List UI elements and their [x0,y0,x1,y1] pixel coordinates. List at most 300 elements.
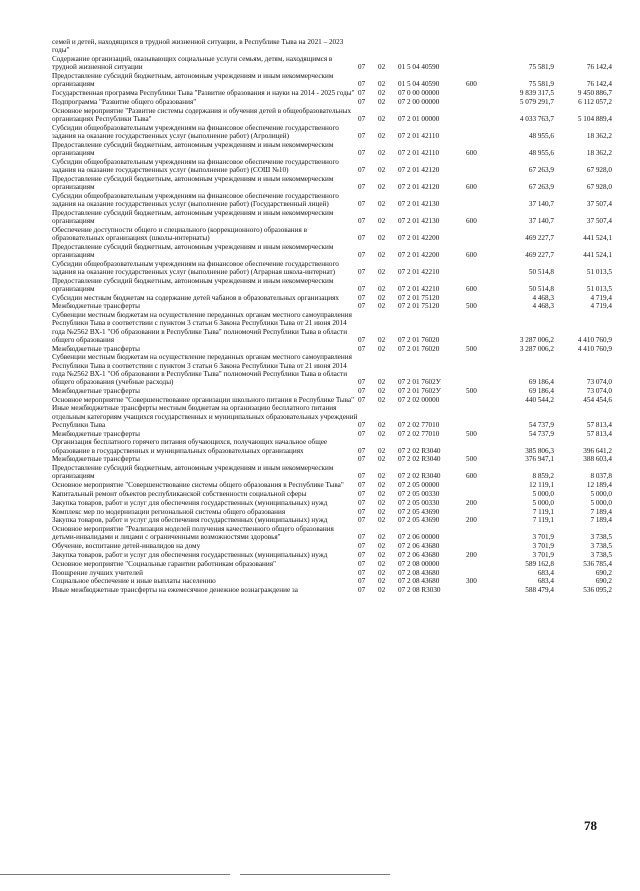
table-row [52,311,612,344]
subsection-code: 02 [378,489,386,498]
bottom-edge-line [240,874,390,875]
expense-type-code: 500 [466,302,477,311]
target-article-code: 07 2 01 76020 [398,335,440,344]
expense-type-code [466,396,492,405]
amount-second-year: 690,2 [595,568,612,577]
table-row [52,499,612,508]
expense-type-code [466,107,492,124]
amount-first-year: 48 955,6 [528,131,554,140]
section-code: 07 [358,131,366,140]
expense-type-code [466,490,492,499]
table-row [52,387,612,396]
amount-first-year: 3 287 006,2 [519,344,554,353]
amount-second-year: 536 785,4 [583,559,612,568]
expense-type-code: 500 [466,386,477,395]
table-row [52,243,612,260]
target-article-code: 07 2 02 77010 [398,420,440,429]
amount-first-year: 7 119,1 [532,507,554,516]
expense-type-code [466,508,492,517]
section-code: 07 [358,472,366,481]
section-code: 07 [358,165,366,174]
expense-type-code [466,542,492,551]
table-row [52,260,612,277]
expense-type-code: 600 [466,216,477,225]
amount-first-year: 3 701,9 [532,533,554,542]
subsection-code: 02 [378,568,386,577]
target-article-code: 07 2 08 R3030 [398,586,441,595]
table-row [52,464,612,481]
subsection-code: 02 [378,165,386,174]
target-article-code: 07 2 01 42130 [398,199,440,208]
amount-first-year: 69 186,4 [528,378,554,386]
subsection-code: 02 [378,386,386,395]
target-article-code: 07 2 01 7602У [398,386,441,395]
row-name: Иные межбюджетные трансферты на ежемесячное денежное вознаграждение за [52,586,298,595]
amount-second-year: 51 013,5 [586,267,612,276]
target-article-code: 07 2 01 75120 [398,293,440,302]
section-code: 07 [358,267,366,276]
amount-first-year: 3 701,9 [532,542,554,551]
section-code: 07 [358,89,366,97]
section-code: 07 [358,114,366,123]
amount-second-year: 4 410 760,9 [577,344,612,353]
subsection-code: 02 [378,250,386,259]
row-name: Межбюджетные трансферты [52,429,140,438]
amount-first-year: 385 806,3 [525,446,554,455]
amount-first-year: 4 468,3 [532,302,554,311]
expense-type-code [466,586,492,595]
row-name: Поощрение лучших учителей [52,568,143,577]
table-row [52,490,612,499]
amount-first-year: 589 162,8 [525,559,554,568]
amount-second-year: 3 738,5 [590,542,612,551]
table-row [52,38,612,55]
amount-second-year: 396 641,2 [583,446,612,455]
amount-first-year [492,38,554,55]
amount-second-year: 5 104 889,4 [577,114,612,123]
target-article-code: 07 2 01 42130 [398,216,440,225]
amount-second-year: 4 410 760,9 [577,335,612,344]
amount-second-year: 73 074,0 [586,378,612,386]
subsection-code: 02 [378,533,386,542]
table-row [52,294,612,303]
subsection-code: 02 [378,516,386,525]
target-article-code: 07 2 01 42210 [398,267,440,276]
amount-second-year: 441 524,1 [583,233,612,242]
expense-type-code [466,438,492,455]
expense-type-code: 200 [466,550,477,559]
table-row [52,158,612,175]
subsection-code: 02 [378,80,386,89]
amount-second-year: 7 189,4 [590,516,612,525]
section-code: 07 [358,420,366,429]
row-name: Предоставление субсидий бюджетным, автономным учреждениям и иным некоммерческим организациям [52,276,334,293]
section-code: 07 [358,559,366,568]
section-code: 07 [358,302,366,311]
section-code: 07 [358,586,366,595]
subsection-code: 02 [378,446,386,455]
target-article-code: 07 2 05 43690 [398,507,440,516]
row-name: Субсидии общеобразовательным учреждениям на финансовое обеспечение государственного задания на оказание государственных услуг (выполнение работ) (Государственный лицей) [52,191,339,208]
row-name: Основное мероприятие "Реализация моделей получения качественного общего образования детьми-инвалидами и лицами с ограниченными возможностями здоровья" [52,525,334,542]
row-name: Предоставление субсидий бюджетным, автономным учреждениям и иным некоммерческим организациям [52,208,334,225]
target-article-code: 07 2 01 00000 [398,114,440,123]
expense-type-code [466,124,492,141]
section-code: 07 [358,80,366,89]
table-row [52,345,612,354]
amount-second-year: 76 142,4 [586,63,612,72]
section-code: 07 [358,395,366,404]
target-article-code: 07 2 01 42200 [398,233,440,242]
row-name: Содержание организаций, оказывающих социальные услуги семьям, детям, находящимся в трудной жизненной ситуации [52,55,333,72]
row-name: Межбюджетные трансферты [52,344,140,353]
amount-second-year: 57 813,4 [586,420,612,429]
amount-first-year: 12 119,1 [529,481,554,490]
expense-type-code: 600 [466,284,477,293]
amount-first-year: 3 701,9 [532,550,554,559]
amount-first-year: 3 287 006,2 [519,335,554,344]
amount-second-year: 8 037,8 [590,472,612,481]
expense-type-code [466,481,492,490]
amount-second-year: 51 013,5 [586,284,612,293]
table-row [52,560,612,569]
table-row [52,192,612,209]
amount-second-year: 7 189,4 [590,507,612,516]
table-row [52,404,612,429]
section-code: 07 [358,542,366,551]
subsection-code: 02 [378,89,386,97]
table-row [52,516,612,525]
amount-first-year: 75 581,9 [528,80,554,89]
amount-second-year: 67 928,0 [586,182,612,191]
amount-first-year: 683,4 [537,577,554,586]
table-row [52,430,612,439]
target-article-code: 07 2 08 43680 [398,568,440,577]
section-code: 07 [358,533,366,542]
section-code: 07 [358,446,366,455]
subsection-code: 02 [378,577,386,586]
row-name: Обеспечение доступности общего и специального (коррекционного) образования в образовательных организациях (школы-интернаты) [52,225,307,242]
expense-type-code [466,38,492,55]
table-row [52,438,612,455]
row-name: Межбюджетные трансферты [52,386,140,395]
amount-first-year: 37 140,7 [528,216,554,225]
subsection-code: 02 [378,586,386,595]
amount-second-year [554,38,612,55]
target-article-code: 07 0 00 00000 [398,89,440,97]
table-row [52,542,612,551]
subsection-code: 02 [378,559,386,568]
expense-type-code: 600 [466,148,477,157]
target-article-code: 07 2 05 00330 [398,489,440,498]
target-article-code: 07 2 00 00000 [398,97,440,106]
amount-first-year: 50 514,8 [528,284,554,293]
section-code: 07 [358,199,366,208]
target-article-code: 07 2 01 7602У [398,378,441,386]
amount-first-year: 5 000,0 [532,489,554,498]
subsection-code: 02 [378,550,386,559]
amount-first-year: 683,4 [537,568,554,577]
expense-type-code [466,353,492,386]
amount-first-year: 469 227,7 [525,233,554,242]
amount-first-year: 440 544,2 [525,395,554,404]
section-code: 07 [358,216,366,225]
row-name: семей и детей, находящихся в трудной жизненной ситуации, в Республике Тыва на 2021 – 2023 годы" [52,38,344,55]
section-code: 07 [358,455,366,464]
expense-type-code [466,569,492,578]
subsection-code: 02 [378,267,386,276]
table-row [52,396,612,405]
row-name: Субсидии общеобразовательным учреждениям на финансовое обеспечение государственного задания на оказание государственных услуг (выполнение работ) (СОШ №10) [52,157,339,174]
amount-second-year: 73 074,0 [586,386,612,395]
amount-first-year: 67 263,9 [528,165,554,174]
section-code: 07 [358,250,366,259]
table-row [52,455,612,464]
row-name: Субвенции местным бюджетам на осуществление переданных органам местного самоуправления Республики Тыва в соответствии с пунктом 3 статьи 6 Закона Республики Тыва от 21 июня 2014 года №2562 ВХ-1 "Об образовании в Республике Тыва" полномочий Республики Тыва в области общего образования [52,311,352,344]
subsection-code: 02 [378,63,386,72]
target-article-code [398,38,466,55]
expense-type-code [466,89,492,98]
target-article-code: 07 2 05 00000 [398,481,440,490]
target-article-code: 07 2 02 R3040 [398,472,441,481]
row-name: Организация бесплатного горячего питания обучающихся, получающих начальное общее образование в государственных и муниципальных образовательных организациях [52,438,328,455]
amount-second-year: 5 000,0 [590,489,612,498]
amount-first-year: 48 955,6 [528,148,554,157]
subsection-code: 02 [378,199,386,208]
table-row [52,89,612,98]
section-code: 07 [358,386,366,395]
table-row [52,353,612,386]
bottom-edge-line [0,874,230,875]
page-number: 78 [584,818,597,833]
amount-first-year: 9 839 317,5 [519,89,554,97]
section-code: 07 [358,489,366,498]
amount-first-year: 4 033 763,7 [519,114,554,123]
target-article-code: 07 2 01 42120 [398,165,440,174]
row-name: Предоставление субсидий бюджетным, автономным учреждениям и иным некоммерческим организациям [52,242,334,259]
table-row [52,508,612,517]
expense-type-code [466,158,492,175]
budget-table [52,38,612,595]
amount-first-year: 54 737,9 [528,429,554,438]
row-name: Субсидии местным бюджетам на содержание детей чабанов в образовательных организациях [52,293,339,302]
section-code: 07 [358,568,366,577]
row-name: Субсидии общеобразовательным учреждениям на финансовое обеспечение государственного задания на оказание государственных услуг (выполнение работ) (Аграрная школа-интернат) [52,259,339,276]
row-name: Обучение, воспитание детей-инвалидов на дому [52,542,201,551]
row-name: Комплекс мер по модернизации региональной системы общего образования [52,507,286,516]
subsection-code: 02 [378,114,386,123]
table-row [52,98,612,107]
section-code: 07 [358,182,366,191]
section-code: 07 [358,148,366,157]
target-article-code: 07 2 06 00000 [398,533,440,542]
subsection-code: 02 [378,378,386,386]
row-name: Закупка товаров, работ и услуг для обеспечения государственных (муниципальных) нужд [52,550,328,559]
row-name: Основное мероприятие "Совершенствование системы общего образования в Республике Тыва" [52,481,344,490]
amount-first-year: 54 737,9 [528,420,554,429]
target-article-code: 07 2 08 43680 [398,577,440,586]
table-row [52,302,612,311]
table-row [52,525,612,542]
section-code: 07 [358,284,366,293]
subsection-code: 02 [378,542,386,551]
expense-type-code: 500 [466,429,477,438]
amount-first-year: 7 119,1 [532,516,554,525]
section-code: 07 [358,550,366,559]
expense-type-code: 200 [466,498,477,507]
subsection-code: 02 [378,97,386,106]
subsection-code: 02 [378,420,386,429]
target-article-code: 07 2 01 42120 [398,182,440,191]
expense-type-code [466,560,492,569]
amount-second-year: 37 507,4 [586,199,612,208]
subsection-code: 02 [378,429,386,438]
target-article-code: 07 2 02 R3040 [398,446,441,455]
section-code: 07 [358,516,366,525]
expense-type-code [466,226,492,243]
subsection-code: 02 [378,182,386,191]
row-name: Закупка товаров, работ и услуг для обеспечения государственных (муниципальных) нужд [52,516,328,525]
subsection-code: 02 [378,148,386,157]
amount-second-year: 37 507,4 [586,216,612,225]
table-row [52,226,612,243]
amount-second-year: 18 362,2 [586,148,612,157]
section-code: 07 [358,63,366,72]
row-name: Основное мероприятие "Социальные гарантии работникам образования" [52,559,276,568]
target-article-code: 01 5 04 40590 [398,63,440,72]
expense-type-code [466,55,492,72]
expense-type-code: 300 [466,577,477,586]
subsection-code: 02 [378,481,386,490]
table-row [52,551,612,560]
row-name: Межбюджетные трансферты [52,455,140,464]
target-article-code: 01 5 04 40590 [398,80,440,89]
table-row [52,577,612,586]
row-name: Социальное обеспечение и иные выплаты населению [52,577,216,586]
amount-first-year: 67 263,9 [528,182,554,191]
section-code: 07 [358,507,366,516]
expense-type-code [466,192,492,209]
table-row [52,55,612,72]
table-row [52,586,612,595]
expense-type-code: 200 [466,516,477,525]
expense-type-code: 600 [466,472,477,481]
amount-second-year: 5 000,0 [590,498,612,507]
section-code: 07 [358,378,366,386]
target-article-code: 07 2 01 42200 [398,250,440,259]
amount-first-year: 376 947,1 [525,455,554,464]
target-article-code: 07 2 01 42110 [398,131,440,140]
table-row [52,277,612,294]
expense-type-code [466,404,492,429]
subsection-code: 02 [378,293,386,302]
subsection-code: 02 [378,233,386,242]
amount-second-year: 536 095,2 [583,586,612,595]
budget-table-body [52,38,612,595]
table-row [52,209,612,226]
expense-type-code [466,525,492,542]
amount-second-year: 690,2 [595,577,612,586]
expense-type-code: 600 [466,250,477,259]
subsection-code: 02 [378,455,386,464]
amount-second-year: 454 454,6 [583,395,612,404]
subsection-code: 02 [378,395,386,404]
subsection-code: 02 [378,284,386,293]
amount-first-year: 75 581,9 [528,63,554,72]
amount-second-year: 18 362,2 [586,131,612,140]
expense-type-code [466,311,492,344]
section-code: 07 [358,481,366,490]
expense-type-code: 500 [466,344,477,353]
amount-first-year: 50 514,8 [528,267,554,276]
amount-second-year: 12 189,4 [586,481,612,490]
amount-first-year: 5 000,0 [532,498,554,507]
amount-second-year: 3 738,5 [590,550,612,559]
subsection-code [378,38,398,55]
table-row [52,72,612,89]
row-name: Предоставление субсидий бюджетным, автономным учреждениям и иным некоммерческим организациям [52,464,334,481]
amount-second-year: 4 719,4 [590,293,612,302]
amount-second-year: 4 719,4 [590,302,612,311]
section-code: 07 [358,498,366,507]
amount-second-year: 388 603,4 [583,455,612,464]
section-code: 07 [358,344,366,353]
amount-first-year: 8 859,2 [532,472,554,481]
subsection-code: 02 [378,335,386,344]
row-name: Субвенции местным бюджетам на осуществление переданных органам местного самоуправления Республики Тыва в соответствии с пунктом 3 статьи 6 Закона Республики Тыва от 21 июня 2014 года №2562 ВХ-1 "Об образовании в Республике Тыва" полномочий Республики Тыва в области общего образования (учебные расходы) [52,353,352,386]
target-article-code: 07 2 02 77010 [398,429,440,438]
target-article-code: 07 2 05 43690 [398,516,440,525]
subsection-code: 02 [378,472,386,481]
row-name: Межбюджетные трансферты [52,302,140,311]
row-name: Субсидии общеобразовательным учреждениям на финансовое обеспечение государственного задания на оказание государственных услуг (выполнение работ) (Агролицей) [52,123,339,140]
table-row [52,124,612,141]
target-article-code: 07 2 01 75120 [398,302,440,311]
section-code: 07 [358,97,366,106]
target-article-code: 07 2 01 76020 [398,344,440,353]
subsection-code: 02 [378,344,386,353]
table-row [52,107,612,124]
amount-second-year: 441 524,1 [583,250,612,259]
row-name: Предоставление субсидий бюджетным, автономным учреждениям и иным некоммерческим организациям [52,72,334,89]
expense-type-code: 500 [466,455,477,464]
expense-type-code [466,260,492,277]
subsection-code: 02 [378,507,386,516]
target-article-code: 07 2 06 43680 [398,550,440,559]
expense-type-code: 600 [466,182,477,191]
expense-type-code [466,98,492,107]
target-article-code: 07 2 02 R3040 [398,455,441,464]
table-row [52,481,612,490]
row-name: Государственная программа Республики Тыва "Развитие образования и науки на 2014 - 2025 годы" [52,89,355,97]
table-row [52,569,612,578]
section-code [358,38,378,55]
amount-first-year: 469 227,7 [525,250,554,259]
amount-first-year: 588 479,4 [525,586,554,595]
subsection-code: 02 [378,216,386,225]
target-article-code: 07 2 01 42210 [398,284,440,293]
amount-second-year: 3 738,5 [590,533,612,542]
amount-second-year: 76 142,4 [586,80,612,89]
section-code: 07 [358,429,366,438]
expense-type-code: 600 [466,80,477,89]
target-article-code: 07 2 06 43680 [398,542,440,551]
section-code: 07 [358,335,366,344]
section-code: 07 [358,293,366,302]
subsection-code: 02 [378,302,386,311]
row-name: Основное мероприятие "Совершенствование организации школьного питания в Республике Тыва" [52,395,355,404]
amount-second-year: 67 928,0 [586,165,612,174]
